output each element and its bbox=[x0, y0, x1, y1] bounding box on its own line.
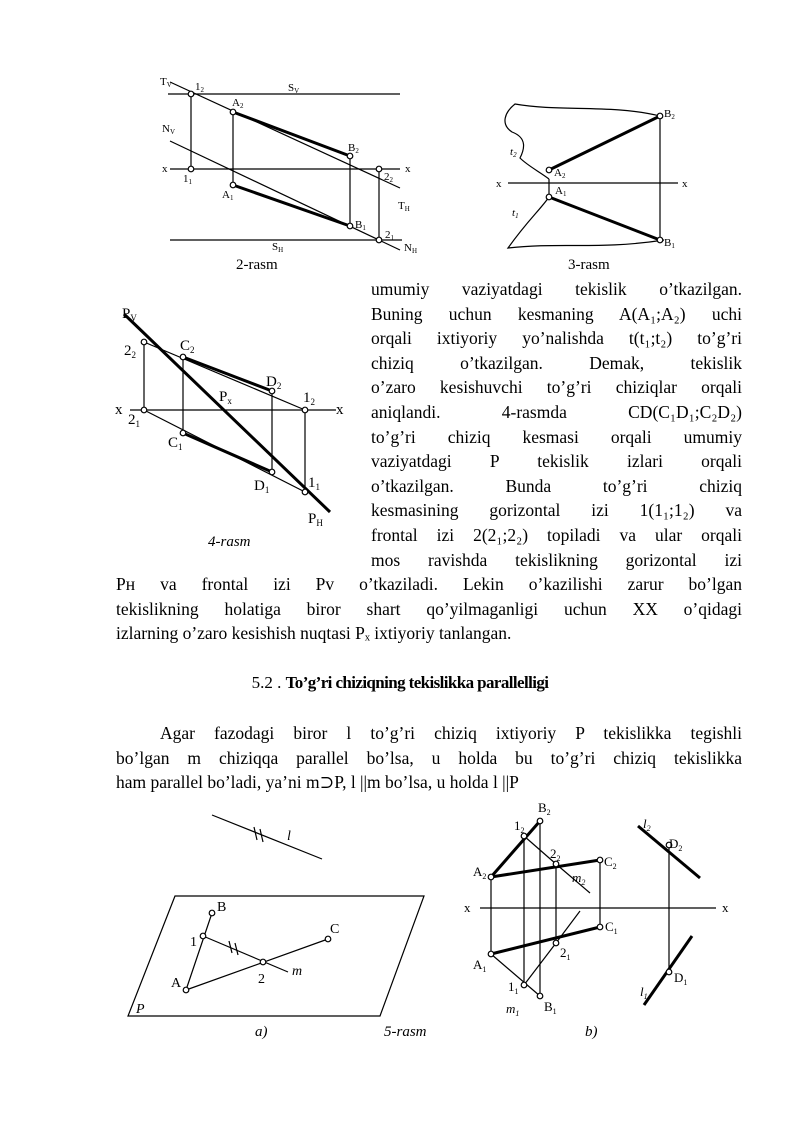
text-line: ham parallel bo’ladi, ya’ni m⊃P, l ||m bo’lsa, u holda l ||P bbox=[116, 772, 519, 793]
fig2-nv-label: NV bbox=[162, 123, 176, 136]
fig3-a2-label: A2 bbox=[554, 167, 566, 180]
fig3-a1-label: A1 bbox=[555, 185, 567, 198]
fig5-caption: 5-rasm bbox=[384, 1024, 427, 1040]
fig5b-c1-label: $C_1$ bbox=[605, 919, 618, 936]
fig5b-x-left: x bbox=[464, 900, 471, 915]
fig4-11-label: $1_1$ bbox=[308, 475, 320, 492]
fig5a-1-label: 1 bbox=[190, 935, 197, 950]
fig5b-d1-label: $D_1$ bbox=[674, 970, 688, 987]
fig3-t2-label: t2 bbox=[510, 146, 517, 159]
fig4-22-label: $2_2$ bbox=[124, 343, 136, 360]
fig5-caption-b: b) bbox=[585, 1024, 598, 1040]
fig5b-c2-label: $C_2$ bbox=[604, 854, 617, 871]
fig2-th-label: TH bbox=[398, 200, 410, 213]
fig5-caption-a: a) bbox=[255, 1024, 268, 1040]
fig5b-m2-label: $m_2$ bbox=[572, 870, 586, 887]
section-number: 5.2 . bbox=[251, 673, 282, 692]
fig2-x-left: x bbox=[162, 163, 168, 175]
fig4-px-label: $P_x$ bbox=[219, 389, 232, 406]
fig4-d2-label: $D_2$ bbox=[266, 374, 282, 391]
fig2-11-label: 11 bbox=[183, 173, 192, 186]
fig5a-c-label: C bbox=[330, 922, 340, 937]
fig3-b1-label: B1 bbox=[664, 237, 675, 250]
fig5b-12-label: $1_2$ bbox=[514, 818, 525, 835]
fig5b-l2-label: $l_2$ bbox=[643, 816, 651, 833]
text-line: frontal izi 2(2₁;2₂) topiladi va ular orqali bbox=[371, 524, 742, 545]
fig3-b2-label: B2 bbox=[664, 108, 675, 121]
fig2-sh-label: SH bbox=[272, 241, 284, 254]
fig5b-11-label: $1_1$ bbox=[508, 979, 519, 996]
fig3-x-left: x bbox=[496, 178, 502, 190]
text-line: aniqlandi. 4-rasmda CD(C₁D₁;C₂D₂) bbox=[371, 401, 742, 422]
fig5b-22-label: $2_2$ bbox=[550, 846, 561, 863]
fig5b-b2-label: $B_2$ bbox=[538, 800, 551, 817]
fig5b-m1-label: $m_1$ bbox=[506, 1001, 520, 1018]
text-line: orqali ixtiyoriy yo’nalishda t(t₁;t₂) to’g’ri bbox=[371, 328, 742, 349]
text-line: umumiy vaziyatdagi tekislik o’tkazilgan. bbox=[371, 279, 742, 299]
fig4-ph-label: $P_H$ bbox=[308, 511, 323, 528]
fig5b-x-right: x bbox=[722, 900, 729, 915]
fig2-a1-label: A1 bbox=[222, 189, 234, 202]
fig5b-a2-label: $A_2$ bbox=[473, 864, 487, 881]
fig5a-2-label: 2 bbox=[258, 972, 265, 987]
fig4-x-right: x bbox=[336, 402, 344, 418]
fig5b-d2-label: $D_2$ bbox=[669, 836, 683, 853]
fig2-x-right: x bbox=[405, 163, 411, 175]
text-line: izlarning o’zaro kesishish nuqtasi Pₓ ixtiyoriy tanlangan. bbox=[116, 623, 512, 644]
section-title: To’g’ri chiziqning tekislikka parallelligi bbox=[285, 673, 549, 692]
fig4-c2-label: $C_2$ bbox=[180, 338, 195, 355]
fig2-sv-label: SV bbox=[288, 82, 300, 95]
text-line: vaziyatdagi P tekislik izlari orqali bbox=[371, 451, 742, 472]
text-line: o’zaro kesishuvchi to’g’ri chiziqlar orqali bbox=[371, 377, 742, 398]
fig2-12-label: 12 bbox=[195, 81, 204, 94]
text-line: to’g’ri chiziq kesmasi orqali umumiy bbox=[371, 426, 742, 447]
fig5b-21-label: $2_1$ bbox=[560, 945, 571, 962]
text-line: bo’lgan m chiziqqa parallel bo’lsa, u holda bu to’g’ri chiziq tekislikka bbox=[116, 747, 742, 768]
fig5a-a-label: A bbox=[171, 976, 182, 991]
fig4-caption: 4-rasm bbox=[208, 534, 251, 550]
fig2-22-label: 22 bbox=[384, 171, 393, 184]
fig5a-b-label: B bbox=[217, 900, 227, 915]
fig4-c1-label: $C_1$ bbox=[168, 435, 183, 452]
text-line: Pʜ va frontal izi Pᴠ o’tkaziladi. Lekin o’kazilishi zarur bo’lgan bbox=[116, 574, 742, 594]
text-line: o’tkazilgan. Bunda to’g’ri chiziq bbox=[371, 475, 742, 496]
text-line: tekislikning holatiga biror shart qo’yilmaganligi uchun XX o’qidagi bbox=[116, 598, 742, 619]
fig4-d1-label: $D_1$ bbox=[254, 478, 270, 495]
text-line: Agar fazodagi biror l to’g’ri chiziq ixtiyoriy P tekislikka tegishli bbox=[160, 723, 742, 743]
fig2-b1-label: B1 bbox=[355, 219, 366, 232]
fig5b-a1-label: $A_1$ bbox=[473, 957, 487, 974]
fig4-12-label: $1_2$ bbox=[303, 390, 315, 407]
fig2-tv-label: TV bbox=[160, 76, 172, 89]
fig2-nh-label: NH bbox=[404, 242, 418, 255]
fig5a-l-label: l bbox=[287, 829, 291, 844]
fig5a-m-label: m bbox=[292, 964, 303, 979]
text-line: kesmasining gorizontal izi 1(1₁;1₂) va bbox=[371, 500, 742, 521]
text-line: chiziq o’tkazilgan. Demak, tekislik bbox=[371, 352, 742, 373]
fig3-caption: 3-rasm bbox=[568, 257, 610, 273]
fig4-x-left: x bbox=[115, 402, 123, 418]
fig4-pv-label: $P_V$ bbox=[122, 306, 137, 323]
fig3-x-right: x bbox=[682, 178, 688, 190]
fig2-caption: 2-rasm bbox=[236, 257, 278, 273]
fig2-b2-label: B2 bbox=[348, 142, 359, 155]
fig2-21-label: 21 bbox=[385, 229, 394, 242]
text-line: Buning uchun kesmaning A(A₁;A₂) uchi bbox=[371, 303, 742, 324]
text-line: mos ravishda tekislikning gorizontal izi bbox=[371, 549, 742, 570]
fig5b-b1-label: $B_1$ bbox=[544, 999, 557, 1016]
fig3-t1-label: t1 bbox=[512, 207, 519, 220]
fig5b-l1-label: $l_1$ bbox=[640, 984, 648, 1001]
fig5a-p-label: P bbox=[136, 1002, 145, 1017]
fig2-a2-label: A2 bbox=[232, 97, 244, 110]
fig4-21-label: $2_1$ bbox=[128, 412, 140, 429]
